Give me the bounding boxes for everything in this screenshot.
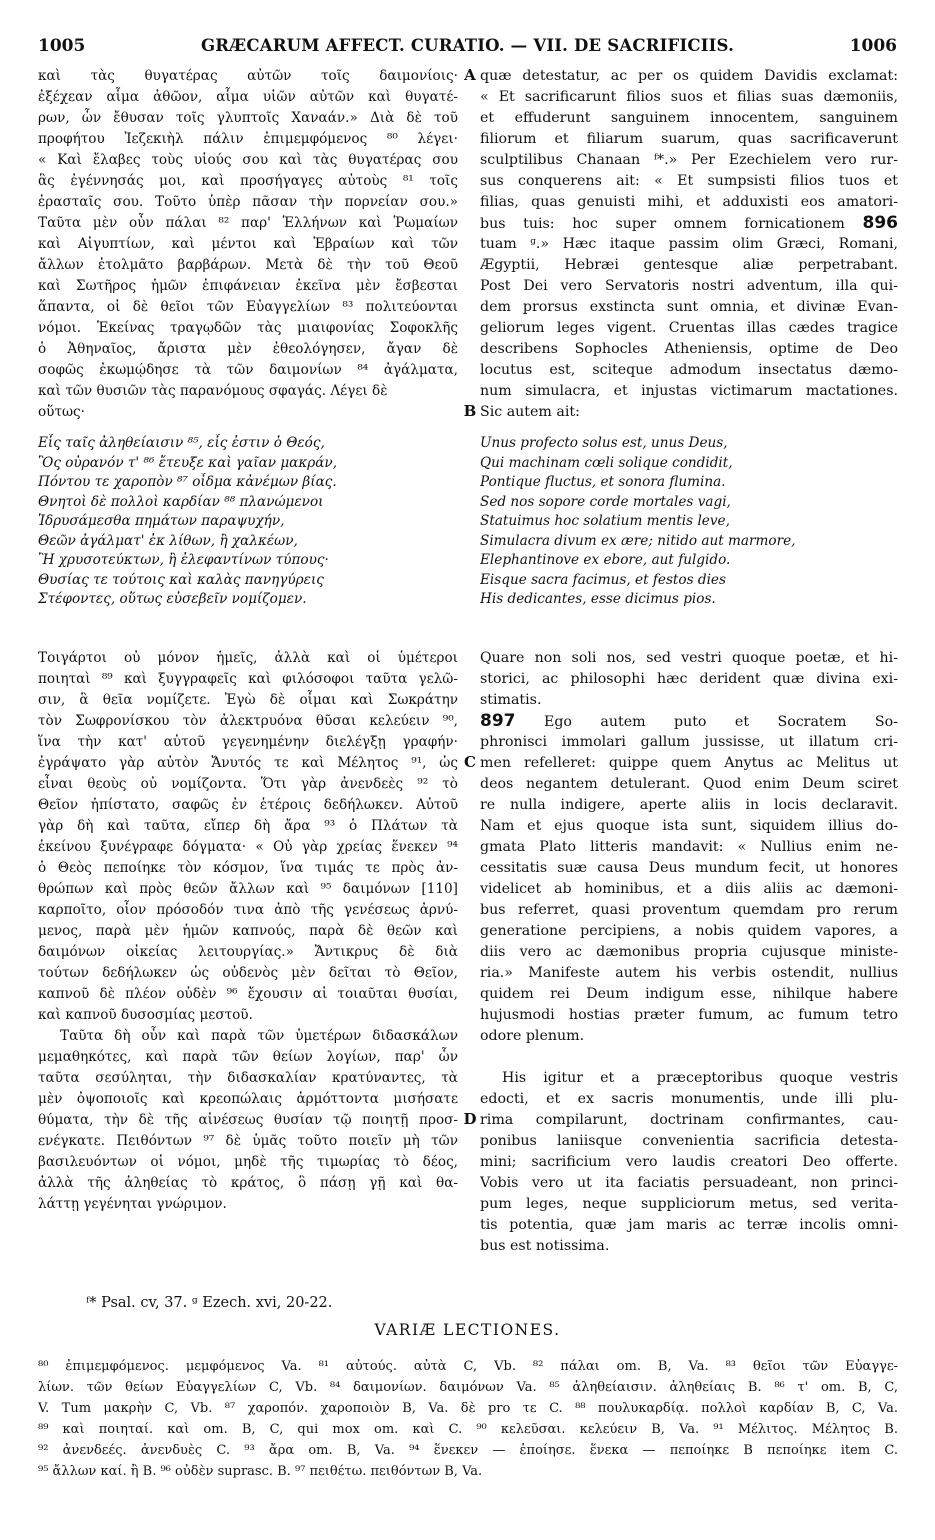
text-line: ενέγκατε. Πειθόντων ⁹⁷ δὲ ὑμᾶς τοῦτο ποιεῖν μὴ τῶν	[38, 1133, 458, 1149]
text-line: ⁸⁹ καὶ ποιηταί. καὶ om. B, C, qui mox om. καὶ C. ⁹⁰ κελεῦσαι. κελεύειν B, Va. ⁹¹ Μέλιτος. Μέλητος B.	[38, 1422, 898, 1437]
text-line: τούτων δεδήλωκεν ὡς οὐδενὸς μὲν δεῖται τὸ Θεῖον,	[38, 965, 458, 981]
greek-block-1	[38, 66, 458, 423]
text-line: ⁹⁵ ἄλλων καί. ἢ B. ⁹⁶ οὐδὲν suprasc. B. ⁹⁷ πειθέτω. πειθόντων B, Va.	[38, 1464, 483, 1479]
text-line: ἀλλὰ τῆς ἀληθείας τὸ κράτος, ὃ πάσῃ γῇ καὶ θα-	[38, 1175, 458, 1191]
text-line: filiorum et filiarum suarum, quas sacrificaverunt	[480, 131, 898, 147]
text-line: Τοιγάρτοι οὐ μόνον ἡμεῖς, ἀλλὰ καὶ οἱ ὑμέτεροι	[38, 650, 458, 666]
text-line: Θνητοὶ δὲ πολλοὶ καρδίαν ⁸⁸ πλανώμενοι	[38, 493, 324, 510]
text-line: ἵνα τὴν κατ' αὐτοῦ γεγενημένην διελέγξῃ γραφήν·	[38, 734, 458, 750]
text-line: λίων. τῶν θείων Εὐαγγελίων C, Vb. ⁸⁴ δαιμονίων. δαιμόνων Va. ⁸⁵ ἀληθείαισιν. ἀληθείαις B. ⁸⁶ τ' om. B, C,	[38, 1380, 898, 1395]
text-line: Eisque sacra facimus, et festos dies	[480, 571, 726, 588]
text-line: Ὃς οὐρανόν τ' ⁸⁶ ἔτευξε καὶ γαῖαν μακράν,	[38, 454, 338, 471]
text-line: ponibus laniisque convenientia sacrificia detesta-	[480, 1133, 898, 1149]
text-line: Vobis vero ut ita faciatis persuadeant, non princi-	[480, 1175, 898, 1191]
column-number: 896	[862, 213, 898, 233]
text-line: ria.» Manifeste autem his verbis ostendit, nullius	[480, 965, 898, 981]
text-line: σιν, ἃ θεῖα νομίζετε. Ἐγὼ δὲ οἶμαι καὶ Σωκράτην	[38, 692, 458, 708]
text-line: σοφῶς ἐκωμῴδησε τὰ τῶν δαιμονίων ⁸⁴ ἀγάλματα,	[38, 362, 458, 378]
page-number-left: 1005	[38, 36, 86, 56]
text-line: καὶ τὰς θυγατέρας αὐτῶν τοῖς δαιμονίοις·	[38, 68, 458, 84]
text-line: οὕτως·	[38, 404, 85, 420]
text-line: re nulla indigere, aperte aliis in locis declaravit.	[480, 797, 898, 813]
margin-letter-b: B	[463, 402, 477, 420]
text-line: quidem rei Deum indigum esse, nihilque habere	[480, 986, 898, 1002]
text-line: ὁ Ἀθηναῖος, ἄριστα μὲν ἐθεολόγησεν, ἄγαν δὲ	[38, 341, 458, 357]
text-line: filias, quas genuisti mihi, et adduxisti eos amatori-	[480, 194, 898, 210]
text-line: μὲν ὀψοποιοῖς καὶ κρεοπώλαις ἁρμόττοντα μισήσατε	[38, 1091, 458, 1107]
text-line: καπνοῦ δὲ πλέον οὐδὲν ⁹⁶ ἔχουσιν αἱ τοιαῦται θυσίαι,	[38, 986, 458, 1002]
text-line: Quare non soli nos, sed vestri quoque poetæ, et hi-	[480, 650, 898, 666]
text-line: pum leges, neque suppliciorum metus, sed verita-	[480, 1196, 898, 1212]
text-line: phronisci immolari gallum jussisse, ut illatum cri-	[480, 734, 898, 750]
text-line: Pontique fluctus, et sonora flumina.	[480, 474, 726, 490]
text-line: bus est notissima.	[480, 1238, 610, 1254]
text-line: mini; sacrificium vero laudis creatori Deo offerte.	[480, 1154, 898, 1170]
text-line: His dedicantes, esse dicimus pios.	[480, 591, 716, 607]
text-line: ἅπαντα, οἱ δὲ θεῖοι τῶν Εὐαγγελίων ⁸³ πολιτεύονται	[38, 299, 458, 315]
greek-poem	[38, 434, 458, 610]
text-line: θρώπων καὶ πρὸς θεῶν ἄλλων καὶ ⁹⁵ δαιμόνων [110]	[38, 881, 458, 897]
text-line: καὶ Σωτῆρος ἡμῶν ἐπιφάνειαν ἐκεῖνα μὲν ἔσβεσται	[38, 278, 458, 294]
text-line: tuam ᵍ.» Hæc itaque passim olim Græci, Romani,	[480, 236, 898, 252]
running-title: GRÆCARUM AFFECT. CURATIO. — VII. DE SACRIFICIIS.	[200, 36, 735, 55]
text-line: Sic autem ait:	[480, 404, 580, 420]
text-line: δαιμόνων οἰκείας λειτουργίας.» Ἄντικρυς δὲ διὰ	[38, 944, 458, 960]
text-line: Ταῦτα μὲν οὖν πάλαι ⁸² παρ' Ἑλλήνων καὶ Ῥωμαίων	[38, 215, 458, 231]
text-line: Πόντου τε χαροπὸν ⁸⁷ οἶδμα κἀνέμων βίας.	[38, 474, 337, 490]
text-line: εἶναι θεοὺς οὐ νομίζοντα. Ὅτι γὰρ ἀνενδεὲς ⁹² τὸ	[38, 776, 458, 792]
text-line: Sed nos sopore corde mortales vagi,	[480, 493, 731, 510]
text-line: νόμοι. Ἐκείνας τραγῳδῶν τὰς μιαιφονίας Σοφοκλῆς	[38, 320, 458, 336]
text-line: Simulacra divum ex ære; nitido aut marmore,	[480, 532, 796, 549]
text-line: καὶ τῶν θυσιῶν τὰς παρανόμους σφαγάς. Λέγει δὲ	[38, 383, 388, 399]
text-line: μενος, παρὰ μὲν ἡμῶν καπνούς, παρὰ δὲ θεῶν καὶ	[38, 923, 458, 939]
text-line: καὶ Αἰγυπτίων, καὶ μέντοι καὶ Ἑβραίων καὶ τῶν	[38, 236, 458, 252]
text-line: μεμαθηκότες, καὶ παρὰ τῶν θείων λογίων, παρ' ὧν	[38, 1049, 458, 1065]
greek-block-2	[38, 648, 458, 1026]
text-line: geliorum leges vigent. Cruentas illas cædes tragice	[480, 320, 898, 336]
latin-block-3	[480, 1068, 898, 1257]
text-line: hujusmodi hostias præter fumum, ac fumum tetro	[480, 1007, 898, 1023]
text-line: bus tuis: hoc super omnem fornicationem 896	[480, 213, 898, 233]
text-line: Εἷς ταῖς ἀληθείαισιν ⁸⁵, εἷς ἐστιν ὁ Θεός,	[38, 435, 325, 451]
text-line: τὸν Σωφρονίσκου τὸν ἀλεκτρυόνα θῦσαι κελεύειν ⁹⁰,	[38, 713, 458, 729]
text-line: Ταῦτα δὴ οὖν καὶ παρὰ τῶν ὑμετέρων διδασκάλων	[60, 1028, 458, 1044]
text-line: ἐγράψατο γὰρ αὐτὸν Ἄνυτός τε καὶ Μέλητος ⁹¹, ὡς	[38, 755, 458, 771]
text-line: ἃς ἐγέννησάς μοι, καὶ προσήγαγες αὐτοὺς ⁸¹ τοῖς	[38, 173, 458, 189]
text-line: γὰρ δὴ καὶ ταῦτα, εἴπερ δὴ ἄρα ⁹³ ὁ Πλάτων τὰ	[38, 818, 458, 834]
text-line: λάττῃ γεγένηται γνώριμον.	[38, 1196, 227, 1212]
text-line: « Καὶ ἔλαβες τοὺς υἱούς σου καὶ τὰς θυγατέρας σου	[38, 152, 458, 168]
text-line: generatione percipiens, a nobis quidem vapores, a	[480, 923, 898, 939]
latin-poem	[480, 434, 898, 610]
text-line: Ἱδρυσάμεσθα πημάτων παραψυχήν,	[38, 513, 285, 529]
text-line: gmata Plato litteris mandavit: « Nullius enim ne-	[480, 839, 898, 855]
column-number: 897	[480, 711, 516, 731]
text-line: tis potentia, quæ jam maris ac terræ incolis omni-	[480, 1217, 898, 1233]
margin-letter-a: A	[464, 66, 476, 84]
text-line: Στέφοντες, οὕτως εὐσεβεῖν νομίζομεν.	[38, 591, 307, 607]
text-line: stimatis.	[480, 692, 542, 708]
text-line: V. Tum μακρὴν C, Vb. ⁸⁷ χαροπόν. χαροποιὸν B, Va. δὲ pro τε C. ⁸⁸ πουλυκαρδίᾳ. πολλοὶ καρδίαν B, C, Va.	[38, 1401, 898, 1416]
text-line: Statuimus hoc solatium mentis leve,	[480, 513, 730, 529]
text-line: sus conquerens ait: « Et sumpsisti filios tuos et	[480, 173, 898, 189]
text-line: ἐκείνου ξυνέγραφε δόγματα· « Οὐ γὰρ χρείας ἕνεκεν ⁹⁴	[38, 839, 458, 855]
text-line: καρποῖτο, οἷον πρόσοδόν τινα ἀπὸ τῆς γενέσεως ἀρνύ-	[38, 902, 458, 918]
margin-letter-c: C	[464, 753, 476, 771]
latin-block-1	[480, 66, 898, 423]
text-line: edocti, et ex sacris monumentis, unde illi plu-	[480, 1091, 898, 1107]
text-line: ταῦτα σεσύληται, τὴν διδασκαλίαν κρατύναντες, τὰ	[38, 1070, 458, 1086]
text-line: ⁹² ἀνενδεές. ἀνενδυὲς C. ⁹³ ἄρα om. B, Va. ⁹⁴ ἕνεκεν — ἐποίησε. ἕνεκα — πεποίηκε B πεποίηκε item C.	[38, 1443, 898, 1458]
text-line: num simulacra, et injustas victimarum mactationes.	[480, 383, 898, 399]
variae-lectiones	[38, 1356, 898, 1482]
footnotes: ᶠ* Psal. cv, 37. ᵍ Ezech. xvi, 20-22.	[86, 1295, 333, 1311]
text-line: ὁ Θεὸς πεποίηκε τὸν κόσμον, ἵνα τιμάς τε πρὸς ἀν-	[38, 860, 458, 876]
greek-block-3	[38, 1026, 458, 1215]
text-line: Elephantinove ex ebore, aut fulgido.	[480, 552, 731, 568]
text-line: odore plenum.	[480, 1028, 585, 1044]
text-line: Θεῶν ἀγάλματ' ἐκ λίθων, ἢ χαλκέων,	[38, 532, 298, 549]
text-line: θύματα, τὴν δὲ τῆς αἰνέσεως θυσίαν τῷ ποιητῇ προσ-	[38, 1112, 458, 1128]
text-line: storici, ac philosophi hæc derident quæ divina exi-	[480, 671, 898, 687]
text-line: cessitatis suæ causa Deus mundum fecit, ut honores	[480, 860, 898, 876]
text-line: Post Dei vero Servatoris nostri adventum, illa qui-	[480, 278, 898, 294]
text-line: locutus est, sciteque admodum insectatus dæmo-	[480, 362, 898, 378]
text-line: dem prorsus exstincta sunt omnia, et divinæ Evan-	[480, 299, 898, 315]
text-line: Ἢ χρυσοτεύκτων, ἢ ἐλεφαντίνων τύπους·	[38, 552, 329, 568]
text-line: 897 Ego autem puto et Socratem So-	[480, 711, 898, 731]
text-line: sculptilibus Chanaan ᶠ*.» Per Ezechielem vero rur-	[480, 152, 898, 168]
text-line: Qui machinam cœli solique condidit,	[480, 454, 733, 471]
text-line: βασιλευόντων οἱ νόμοι, μηδὲ τῆς τιμωρίας τὸ δέος,	[38, 1154, 458, 1170]
text-line: men refelleret: quippe quem Anytus ac Melitus ut	[480, 755, 898, 771]
text-line: ἄλλων ἐτολμᾶτο βαρβάρων. Μετὰ δὲ τὴν τοῦ Θεοῦ	[38, 257, 458, 273]
text-line: Θεῖον ἠπίστατο, σαφῶς ἐν ἑτέροις δεδήλωκεν. Αὐτοῦ	[38, 797, 458, 813]
running-header	[38, 36, 897, 66]
text-line: His igitur et a præceptoribus quoque vestris	[502, 1070, 898, 1086]
text-line: Ægyptii, Hebræi gentesque aliæ perpetrabant.	[480, 257, 898, 273]
text-line: deos negantem detulerant. Quod enim Deum sciret	[480, 776, 898, 792]
text-line: rima compilarunt, doctrinam confirmantes, cau-	[480, 1112, 898, 1128]
text-line: ἐξέχεαν αἷμα ἀθῶον, αἷμα υἱῶν αὐτῶν καὶ θυγατέ-	[38, 89, 458, 105]
text-line: bus referret, quasi proventum quemdam pro rerum	[480, 902, 898, 918]
latin-block-2	[480, 648, 898, 1047]
text-line: ἐρασταῖς σου. Τοῦτο ὑπὲρ πᾶσαν τὴν πορνείαν σου.»	[38, 194, 458, 210]
text-line: « Et sacrificarunt filios suos et filias suas dæmoniis,	[480, 89, 898, 105]
text-line: et effuderunt sanguinem innocentem, sanguinem	[480, 110, 898, 126]
text-line: Unus profecto solus est, unus Deus,	[480, 435, 728, 451]
text-line: προφήτου Ἰεζεκιὴλ πάλιν ἐπιμεμφόμενος ⁸⁰ λέγει·	[38, 131, 458, 147]
text-line: videlicet ab hominibus, et a diis aliis ac dæmoni-	[480, 881, 898, 897]
page-number-right: 1006	[849, 36, 897, 56]
text-line: ποιηταὶ ⁸⁹ καὶ ξυγγραφεῖς καὶ φιλόσοφοι ταῦτα γελῶ-	[38, 671, 458, 687]
text-line: καὶ καπνοῦ δυσοσμίας μεστοῦ.	[38, 1007, 253, 1023]
text-line: Θυσίας τε τούτοις καὶ καλὰς πανηγύρεις	[38, 571, 324, 588]
text-line: quæ detestatur, ac per os quidem Davidis exclamat:	[480, 68, 898, 84]
margin-letter-d: D	[463, 1110, 477, 1128]
text-line: Nam et ejus quoque ista sunt, siquidem illius do-	[480, 818, 898, 834]
text-line: describens Sophocles Atheniensis, optime de Deo	[480, 341, 898, 357]
text-line: diis vero ac dæmonibus propria cujusque ministe-	[480, 944, 898, 960]
text-line: ⁸⁰ ἐπιμεμφόμενος. μεμφόμενος Va. ⁸¹ αὐτούς. αὐτὰ C, Vb. ⁸² πάλαι om. B, Va. ⁸³ θεῖοι τῶν Εὐαγγε-	[38, 1359, 898, 1374]
variae-lectiones-heading: VARIÆ LECTIONES.	[374, 1321, 561, 1339]
text-line: ρων, ὧν ἔθυσαν τοῖς γλυπτοῖς Χαναάν.» Διὰ δὲ τοῦ	[38, 110, 458, 126]
